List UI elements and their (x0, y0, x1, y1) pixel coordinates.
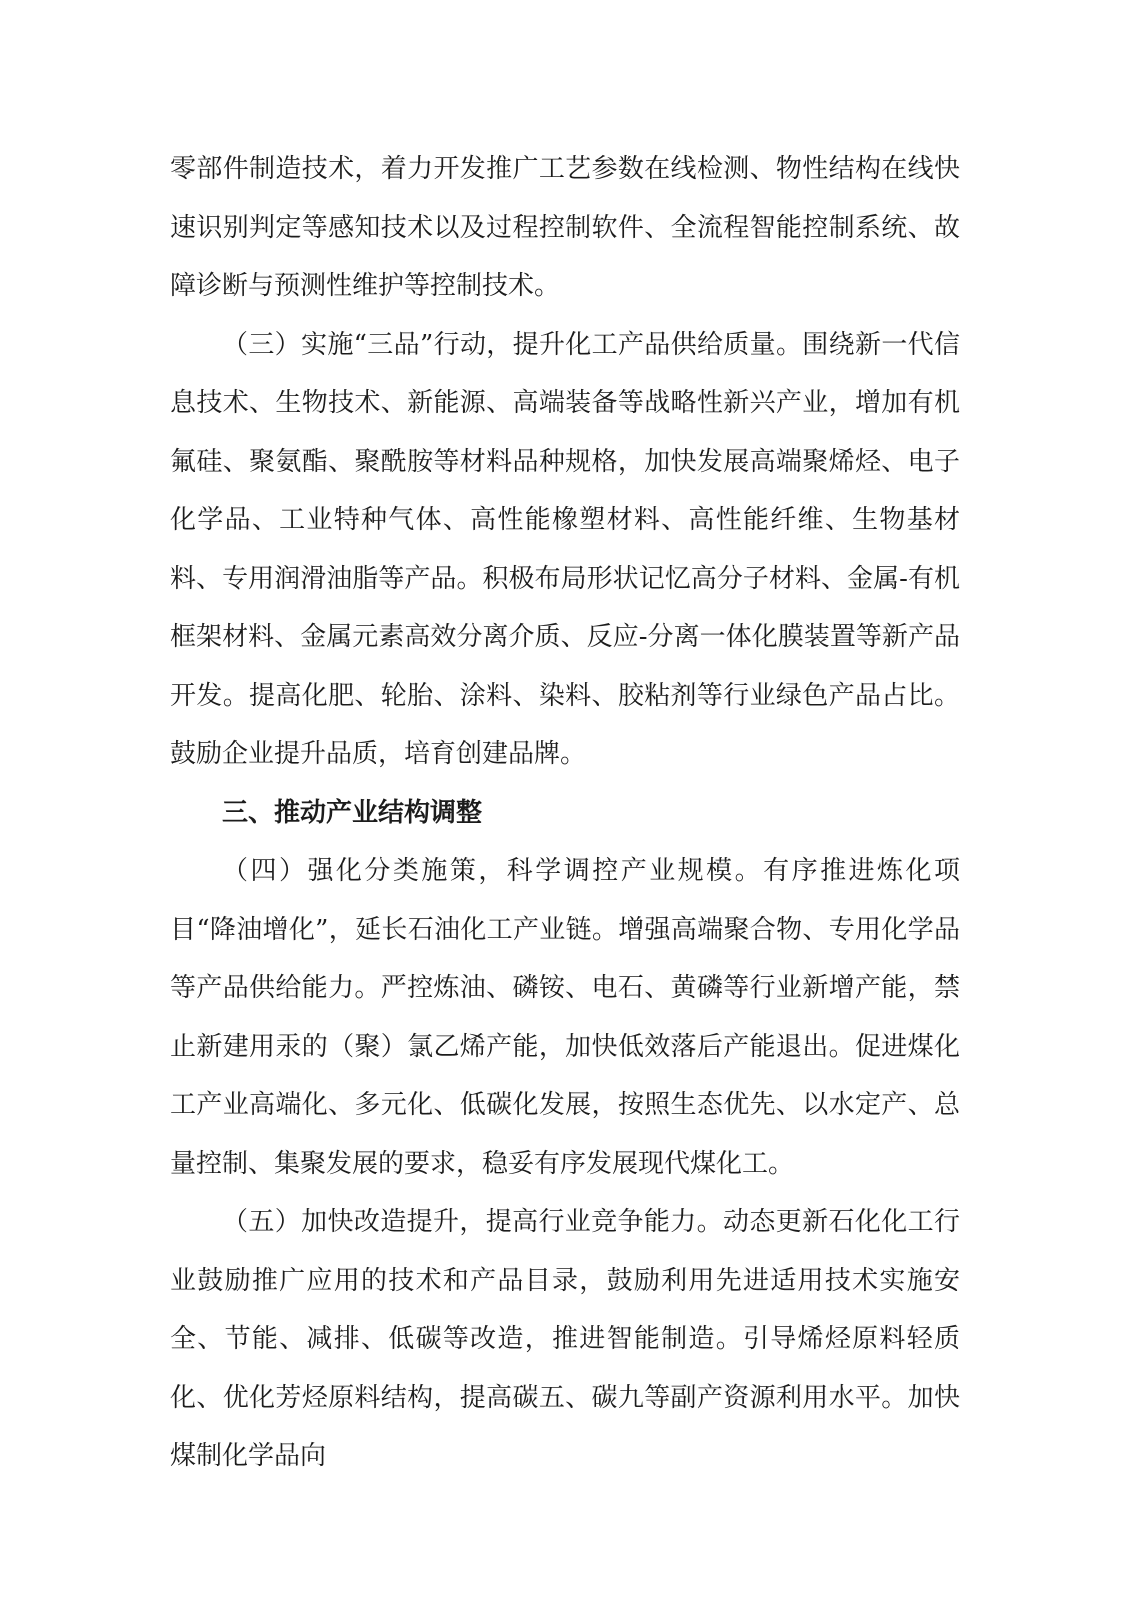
paragraph-section-4-item: （四）强化分类施策，科学调控产业规模。有序推进炼化项目“降油增化”，延长石油化工产业链。增强高端聚合物、专用化学品等产品供给能力。严控炼油、磷铵、电石、黄磷等行业新增产能，禁止新建用汞的（聚）氯乙烯产能，加快低效落后产能退出。促进煤化工产业高端化、多元化、低碳化发展，按照生态优先、以水定产、总量控制、集聚发展的要求，稳妥有序发展现代煤化工。 (170, 856, 960, 1179)
paragraph-continued: 零部件制造技术，着力开发推广工艺参数在线检测、物性结构在线快速识别判定等感知技术以及过程控制软件、全流程智能控制系统、故障诊断与预测性维护等控制技术。 (170, 154, 960, 301)
document-body (170, 140, 960, 1486)
paragraph-section-5-item: （五）加快改造提升，提高行业竞争能力。动态更新石化化工行业鼓励推广应用的技术和产品目录，鼓励利用先进适用技术实施安全、节能、减排、低碳等改造，推进智能制造。引导烯烃原料轻质化、优化芳烃原料结构，提高碳五、碳九等副产资源利用水平。加快煤制化学品向 (170, 1207, 960, 1471)
paragraph-section-3-item: （三）实施“三品”行动，提升化工产品供给质量。围绕新一代信息技术、生物技术、新能源、高端装备等战略性新兴产业，增加有机氟硅、聚氨酯、聚酰胺等材料品种规格，加快发展高端聚烯烃、电子化学品、工业特种气体、高性能橡塑材料、高性能纤维、生物基材料、专用润滑油脂等产品。积极布局形状记忆高分子材料、金属-有机框架材料、金属元素高效分离介质、反应-分离一体化膜装置等新产品开发。提高化肥、轮胎、涂料、染料、胶粘剂等行业绿色产品占比。鼓励企业提升品质，培育创建品牌。 (170, 329, 960, 769)
section-heading: 三、推动产业结构调整 (222, 797, 483, 828)
